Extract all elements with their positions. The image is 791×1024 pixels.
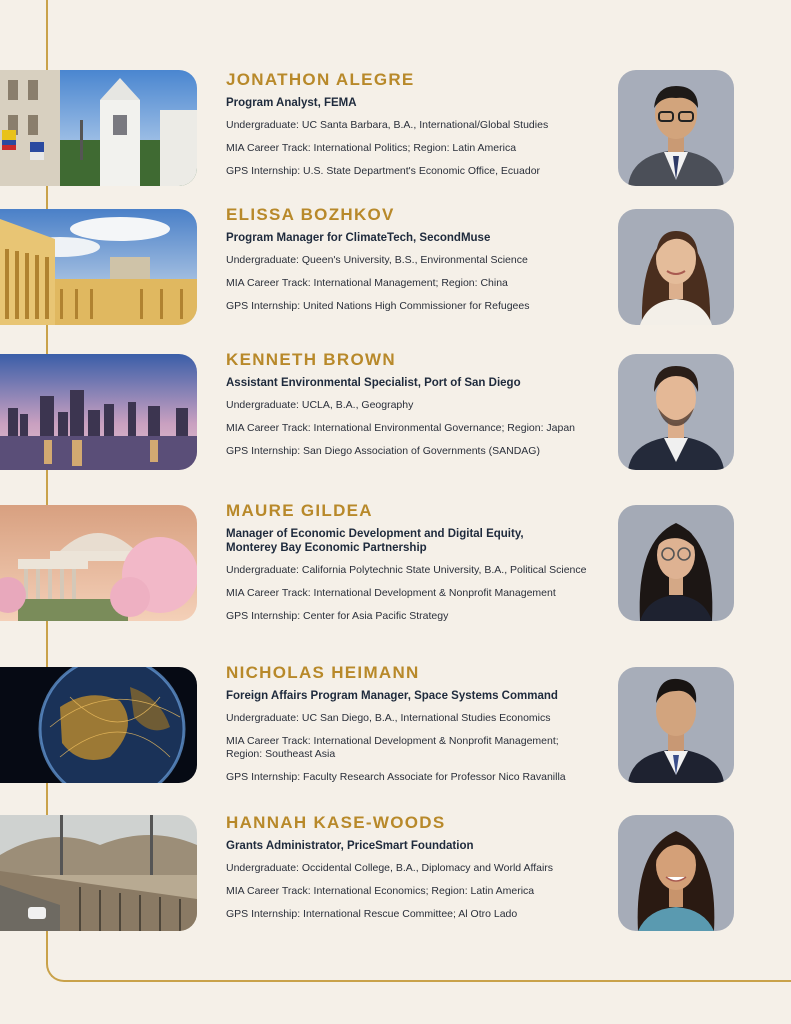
profile-undergrad: Undergraduate: UCLA, B.A., Geography: [226, 399, 414, 411]
headshot-photo: [618, 505, 734, 621]
profile-info: [226, 501, 601, 633]
profile-role: Program Analyst, FEMA: [226, 97, 357, 109]
profile-track: MIA Career Track: International Management; Region: China: [226, 277, 508, 289]
headshot-photo: [618, 70, 734, 186]
scene-image-border-wall: [0, 815, 197, 931]
profile-internship: GPS Internship: United Nations High Commissioner for Refugees: [226, 300, 530, 312]
profile-undergrad: Undergraduate: UC Santa Barbara, B.A., International/Global Studies: [226, 119, 549, 131]
profile-name: NICHOLAS HEIMANN: [226, 663, 420, 682]
profile-role: Assistant Environmental Specialist, Port of San Diego: [226, 377, 521, 389]
profile-role: Program Manager for ClimateTech, SecondMuse: [226, 232, 491, 244]
profile-track: MIA Career Track: International Economics; Region: Latin America: [226, 885, 535, 897]
profile-info: [226, 205, 601, 323]
profile-role: Grants Administrator, PriceSmart Foundation: [226, 840, 474, 852]
profile-info: [226, 663, 601, 794]
scene-image-ecuador-church: [0, 70, 197, 186]
headshot-photo: [618, 815, 734, 931]
profile-track: MIA Career Track: International Politics; Region: Latin America: [226, 142, 517, 154]
scene-image-san-diego-skyline: [0, 354, 197, 470]
profile-internship: GPS Internship: Faculty Research Associate for Professor Nico Ravanilla: [226, 771, 566, 783]
profile-internship: GPS Internship: International Rescue Committee; Al Otro Lado: [226, 908, 518, 920]
profile-track: MIA Career Track: International Environmental Governance; Region: Japan: [226, 422, 576, 434]
profile-info: [226, 70, 601, 188]
profile-undergrad: Undergraduate: Occidental College, B.A., Diplomacy and World Affairs: [226, 862, 554, 874]
profile-name: KENNETH BROWN: [226, 350, 396, 369]
profile-undergrad: Undergraduate: UC San Diego, B.A., International Studies Economics: [226, 712, 551, 724]
profile-name: MAURE GILDEA: [226, 501, 373, 520]
profile-info: [226, 813, 601, 931]
headshot-photo: [618, 667, 734, 783]
profile-info: [226, 350, 601, 468]
headshot-photo: [618, 209, 734, 325]
scene-image-un-building: [0, 209, 197, 325]
scene-image-earth-from-space: [0, 667, 197, 783]
profile-name: HANNAH KASE-WOODS: [226, 813, 446, 832]
profile-internship: GPS Internship: Center for Asia Pacific Strategy: [226, 610, 449, 622]
profile-internship: GPS Internship: U.S. State Department's Economic Office, Ecuador: [226, 165, 541, 177]
profile-track: MIA Career Track: International Development & Nonprofit Management: [226, 587, 556, 599]
headshot-photo: [618, 354, 734, 470]
profile-name: JONATHON ALEGRE: [226, 70, 415, 89]
profile-role: Manager of Economic Development and Digital Equity, Monterey Bay Economic Partnership: [226, 528, 524, 554]
profile-role: Foreign Affairs Program Manager, Space Systems Command: [226, 690, 558, 702]
scene-image-jefferson-memorial: [0, 505, 197, 621]
profile-internship: GPS Internship: San Diego Association of Governments (SANDAG): [226, 445, 540, 457]
profile-name: ELISSA BOZHKOV: [226, 205, 395, 224]
profile-undergrad: Undergraduate: Queen's University, B.S., Environmental Science: [226, 254, 528, 266]
profile-track: MIA Career Track: International Development & Nonprofit Management; Region: Southeast Asia: [226, 735, 559, 760]
profile-undergrad: Undergraduate: California Polytechnic State University, B.A., Political Science: [226, 564, 587, 576]
